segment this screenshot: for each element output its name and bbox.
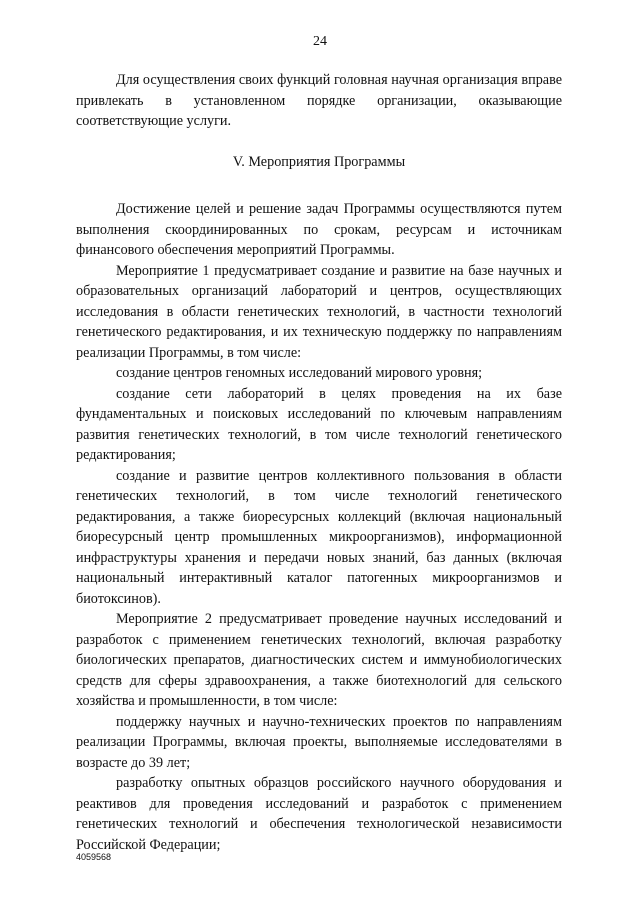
list-item-genome-centers: создание центров геномных исследований мирового уровня; [116, 365, 483, 381]
list-item-lab-network: создание сети лабораторий в целях проведения на их базе фундаментальных и поисковых исследований по ключевым направлениям развития генетических технологий, в том числе технологий генетического редактирования; [76, 385, 562, 463]
document-code: 4059568 [76, 852, 112, 862]
section-heading: V. Мероприятия Программы [232, 153, 406, 170]
paragraph-goals: Достижение целей и решение задач Программы осуществляются путем выполнения скоординированных по срокам, ресурсам и источникам финансового обеспечения мероприятий Программы. [76, 201, 562, 258]
list-item-equipment-development: разработку опытных образцов российского научного оборудования и реактивов для проведения исследований и разработок с применением генетических технологий и обеспечения технологической независимости Российской Федерации; [76, 775, 562, 853]
paragraph-measure-1: Мероприятие 1 предусматривает создание и развитие на базе научных и образовательных организаций лабораторий и центров, осуществляющих исследования в области генетических технологий, в частности технологий генетического редактирования, и их техническую поддержку по направлениям реализации Программы, в том числе: [76, 262, 562, 361]
paragraph-measure-2: Мероприятие 2 предусматривает проведение научных исследований и разработок с применением генетических технологий, включая разработку биологических препаратов, диагностических систем и иммунобиологических средств для сферы здравоохранения, а также биотехнологий для сельского хозяйства и промышленности, в том числе: [76, 611, 562, 709]
list-item-project-support: поддержку научных и научно-технических проектов по направлениям реализации Программы, включая проекты, выполняемые исследователями в возрасте до 39 лет; [76, 713, 562, 771]
document-body [76, 70, 562, 855]
paragraph-head-organization: Для осуществления своих функций головная научная организация вправе привлекать в установленном порядке организации, оказывающие соответствующие услуги. [76, 72, 562, 129]
list-item-shared-use-centers: создание и развитие центров коллективного пользования в области генетических технологий, в том числе технологий генетического редактирования, а также биоресурсных коллекций (включая национальный биоресурсный центр промышленных микроорганизмов), информационной инфраструктуры хранения и передачи новых знаний, баз данных (включая национальный интерактивный каталог патогенных микроорганизмов и биотоксинов). [76, 467, 562, 607]
page-number: 24 [313, 34, 327, 49]
